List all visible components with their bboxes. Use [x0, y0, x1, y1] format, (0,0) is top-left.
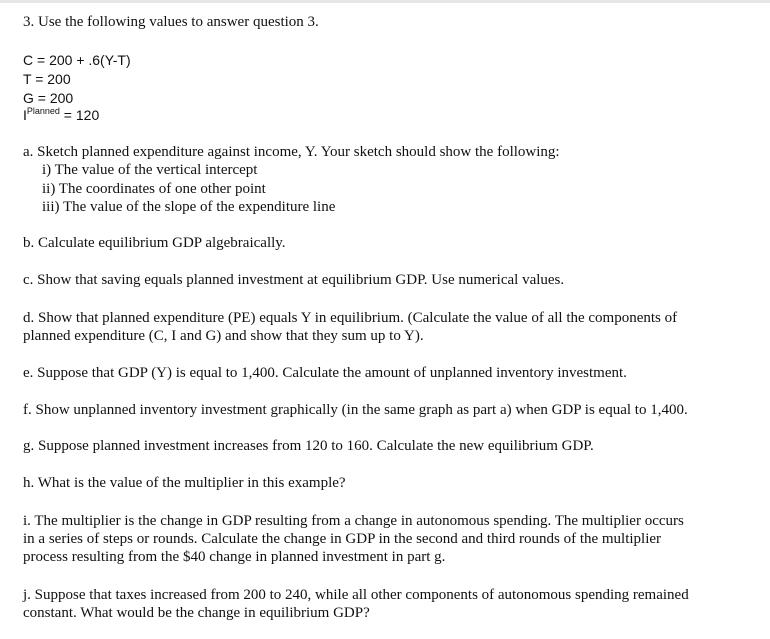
part-e: e. Suppose that GDP (Y) is equal to 1,400. Calculate the amount of unplanned inventory investment. — [23, 365, 627, 381]
part-a-ii: ii) The coordinates of one other point — [42, 181, 266, 197]
part-a: a. Sketch planned expenditure against income, Y. Your sketch should show the following: — [23, 144, 560, 160]
planned-superscript: Planned — [26, 106, 60, 116]
part-d-line-1: d. Show that planned expenditure (PE) equals Y in equilibrium. (Calculate the value of all the components of — [23, 310, 678, 326]
consumption-equation: C = 200 + .6(Y-T) — [23, 52, 131, 68]
part-d-line-2: planned expenditure (C, I and G) and show that they sum up to Y). — [23, 328, 424, 344]
part-f: f. Show unplanned inventory investment graphically (in the same graph as part a) when GDP is equal to 1,400. — [23, 402, 688, 418]
part-b: b. Calculate equilibrium GDP algebraically. — [23, 235, 286, 251]
part-j-line-2: constant. What would be the change in equilibrium GDP? — [23, 605, 370, 621]
part-a-iii: iii) The value of the slope of the expenditure line — [42, 199, 336, 215]
part-g: g. Suppose planned investment increases from 120 to 160. Calculate the new equilibrium GDP. — [23, 438, 594, 454]
part-h: h. What is the value of the multiplier in this example? — [23, 475, 346, 491]
part-i-line-1: i. The multiplier is the change in GDP resulting from a change in autonomous spending. The multiplier occurs — [23, 513, 684, 529]
planned-investment-value — [23, 106, 99, 126]
investment-amount: = 120 — [59, 107, 100, 123]
part-j-line-1: j. Suppose that taxes increased from 200 to 240, while all other components of autonomous spending remained — [23, 587, 689, 603]
part-c: c. Show that saving equals planned investment at equilibrium GDP. Use numerical values. — [23, 272, 565, 288]
part-i-line-2: in a series of steps or rounds. Calculate the change in GDP in the second and third rounds of the multiplier — [23, 531, 662, 547]
investment-symbol: I — [23, 107, 27, 123]
question-header: 3. Use the following values to answer question 3. — [23, 14, 319, 30]
tax-value: T = 200 — [23, 71, 71, 87]
part-i-line-3: process resulting from the $40 change in planned investment in part g. — [23, 549, 446, 565]
part-a-i: i) The value of the vertical intercept — [42, 162, 258, 178]
government-value: G = 200 — [23, 90, 74, 106]
